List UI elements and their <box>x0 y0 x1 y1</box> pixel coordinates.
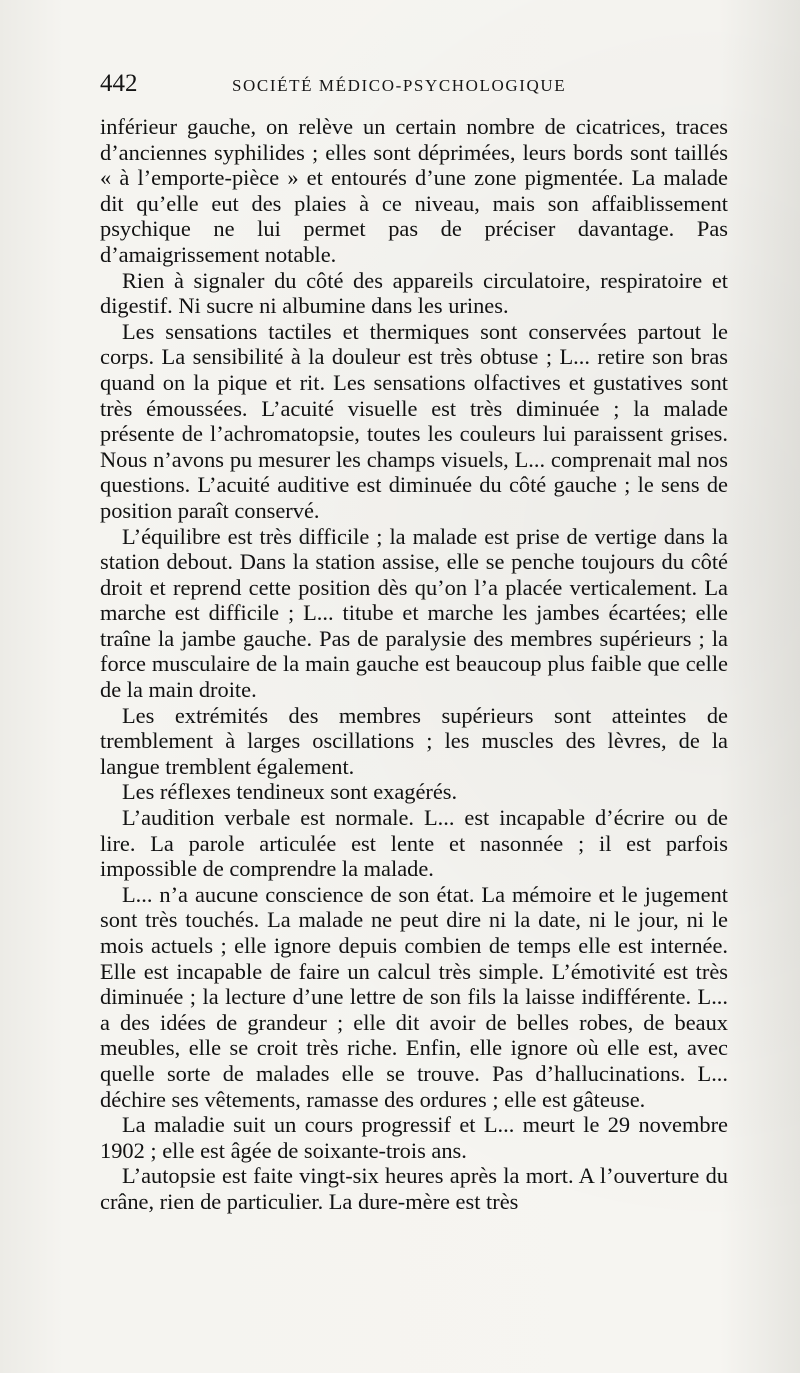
paragraph: Les extrémités des membres supérieurs sont atteintes de tremblement à larges oscillations ; les muscles des lèvres, de la langue tremblent également. <box>100 702 728 779</box>
paragraph: Les réflexes tendineux sont exagérés. <box>122 779 458 805</box>
paragraph-continued: inférieur gauche, on relève un certain nombre de cicatrices, traces d’anciennes syphilides ; elles sont déprimées, leurs bords sont taillés « à l’emporte-pièce » et entourés d’une zone pigmentée. La malade dit qu’elle eut des plaies à ce niveau, mais son affaiblissement psychique ne lui permet pas de préciser davantage. Pas d’amaigrissement notable. <box>100 114 728 267</box>
paragraph: L’autopsie est faite vingt-six heures après la mort. A l’ouverture du crâne, rien de particulier. La dure-mère est très <box>100 1163 728 1214</box>
paragraph: L... n’a aucune conscience de son état. La mémoire et le jugement sont très touchés. La malade ne peut dire ni la date, ni le jour, ni le mois actuels ; elle ignore depuis combien de temps elle est internée. Elle est incapable de faire un calcul très simple. L’émotivité est très diminuée ; la lecture d’une lettre de son fils la laisse indifférente. L... a des idées de grandeur ; elle dit avoir de belles robes, de beaux meubles, elle se croit très riche. Enfin, elle ignore où elle est, avec quelle sorte de malades elle se trouve. Pas d’hallucinations. L... déchire ses vêtements, ramasse des ordures ; elle est gâteuse. <box>100 881 728 1112</box>
running-title: SOCIÉTÉ MÉDICO-PSYCHOLOGIQUE <box>232 76 567 95</box>
page-header <box>100 70 725 106</box>
body-text <box>100 114 728 1215</box>
paragraph: Les sensations tactiles et thermiques sont conservées partout le corps. La sensibilité à la douleur est très obtuse ; L... retire son bras quand on la pique et rit. Les sensations olfactives et gustatives sont très émoussées. L’acuité visuelle est très diminuée ; la malade présente de l’achromatopsie, toutes les couleurs lui paraissent grises. Nous n’avons pu mesurer les champs visuels, L... comprenait mal nos questions. L’acuité auditive est diminuée du côté gauche ; le sens de position paraît conservé. <box>100 318 728 523</box>
paragraph: L’équilibre est très difficile ; la malade est prise de vertige dans la station debout. Dans la station assise, elle se penche toujours du côté droit et reprend cette position dès qu’on l’a placée verticalement. La marche est difficile ; L... titube et marche les jambes écartées; elle traîne la jambe gauche. Pas de paralysie des membres supérieurs ; la force musculaire de la main gauche est beaucoup plus faible que celle de la main droite. <box>100 523 728 703</box>
paragraph: La maladie suit un cours progressif et L... meurt le 29 novembre 1902 ; elle est âgée de soixante-trois ans. <box>100 1112 728 1163</box>
paragraph: L’audition verbale est normale. L... est incapable d’écrire ou de lire. La parole articulée est lente et nasonnée ; il est parfois impossible de comprendre la malade. <box>100 805 728 882</box>
page-number: 442 <box>100 70 138 97</box>
paragraph: Rien à signaler du côté des appareils circulatoire, respiratoire et digestif. Ni sucre ni albumine dans les urines. <box>100 267 728 319</box>
